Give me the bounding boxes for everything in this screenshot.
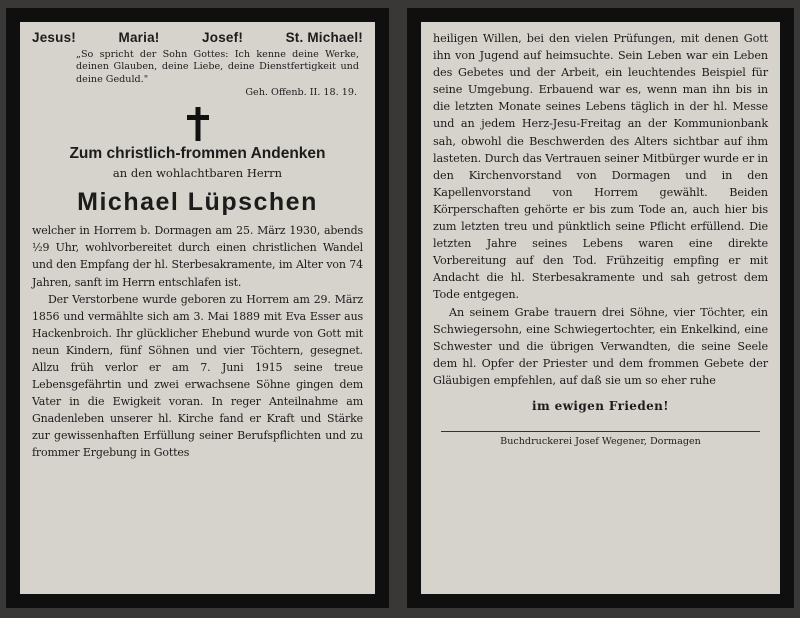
cross-icon [185,107,211,141]
right-card [407,8,794,608]
invocation-st-michael: St. Michael! [285,30,363,45]
closing-blessing: im ewigen Frieden! [532,398,669,413]
left-card [6,8,389,608]
biography-continued-paragraph: heiligen Willen, bei den vielen Prüfungen, mit denen Gott ihn von Jugend auf heimsuchte. Sein Leben war ein Leben des Gebetes und der Arbeit, ein leuchtendes Beispiel für seine Umgebung. Erbauend war es, wenn man ihn bis in die letzten Monate seines Lebens täglich in der hl. Messe und an jedem Herz-Jesu-Freitag an der Kommunionbank sah, obwohl die Beschwerden des Alters sichtbar auf ihm lasteten. Durch das Vertrauen seiner Mitbürger wurde er in den Kirchenvorstand von Dormagen und in den Kapellenvorstand von Horrem gewählt. Beiden Körperschaften gehörte er bis zum Tode an, auch hier bis zum letzten treu und pünktlich seine Pflicht erfüllend. Die letzten Jahre seines Lebens waren eine direkte Vorbereitung auf den Tod. Frühzeitig empfing er mit Andacht die hl. Sterbesakramente und sah getrost dem Tode entgegen. [433,32,768,302]
invocation-jesus: Jesus! [32,30,76,45]
left-page [20,22,375,594]
invocation-maria: Maria! [118,30,160,45]
quote-source: Geh. Offenb. II. 18. 19. [245,87,357,99]
printer-imprint: Buchdruckerei Josef Wegener, Dormagen [500,435,701,447]
biography-paragraph: Der Verstorbene wurde geboren zu Horrem am 29. März 1856 und vermählte sich am 3. Mai 1889 mit Eva Esser aus Hackenbroich. Ihr glücklicher Ehebund wurde von Gott mit neun Kindern, fünf Söhnen und vier Töchtern, gesegnet. Allzu früh verlor er am 7. Juni 1915 seine treue Lebensgefährtin und zwei erwachsene Söhne gingen dem Vater in die Ewigkeit voran. In reger Anteilnahme am Gnadenleben unserer hl. Kirche fand er Kraft und Stärke zur gewissenhaften Erfüllung seiner Berufspflichten und zu frommer Ergebung in Gottes [32,292,363,460]
invocation-josef: Josef! [202,30,244,45]
saints-invocation [32,30,363,45]
deceased-name: Michael Lüpschen [77,188,318,217]
memorial-subtitle: an den wohlachtbaren Herrn [112,166,283,181]
bible-quote: „So spricht der Sohn Gottes: Ich kenne deine Werke, deinen Glauben, deine Liebe, deine Dienstfertigkeit und deine Geduld." [76,49,359,85]
right-page [421,22,780,594]
mourners-paragraph: An seinem Grabe trauern drei Söhne, vier Töchter, ein Schwiegersohn, eine Schwiegertochter, ein Enkelkind, eine Schwester und die übrigen Verwandten, die seine Seele dem hl. Opfer der Priester und dem frommen Gebete der Gläubigen empfehlen, auf daß sie um so eher ruhe [433,305,768,387]
death-notice-paragraph: welcher in Horrem b. Dormagen am 25. März 1930, abends ½9 Uhr, wohlvorbereitet durch einen christlichen Wandel und den Empfang der hl. Sterbesakramente, im Alter von 74 Jahren, sanft im Herrn entschlafen ist. [32,224,363,289]
memorial-title: Zum christlich-frommen Andenken [69,145,326,163]
